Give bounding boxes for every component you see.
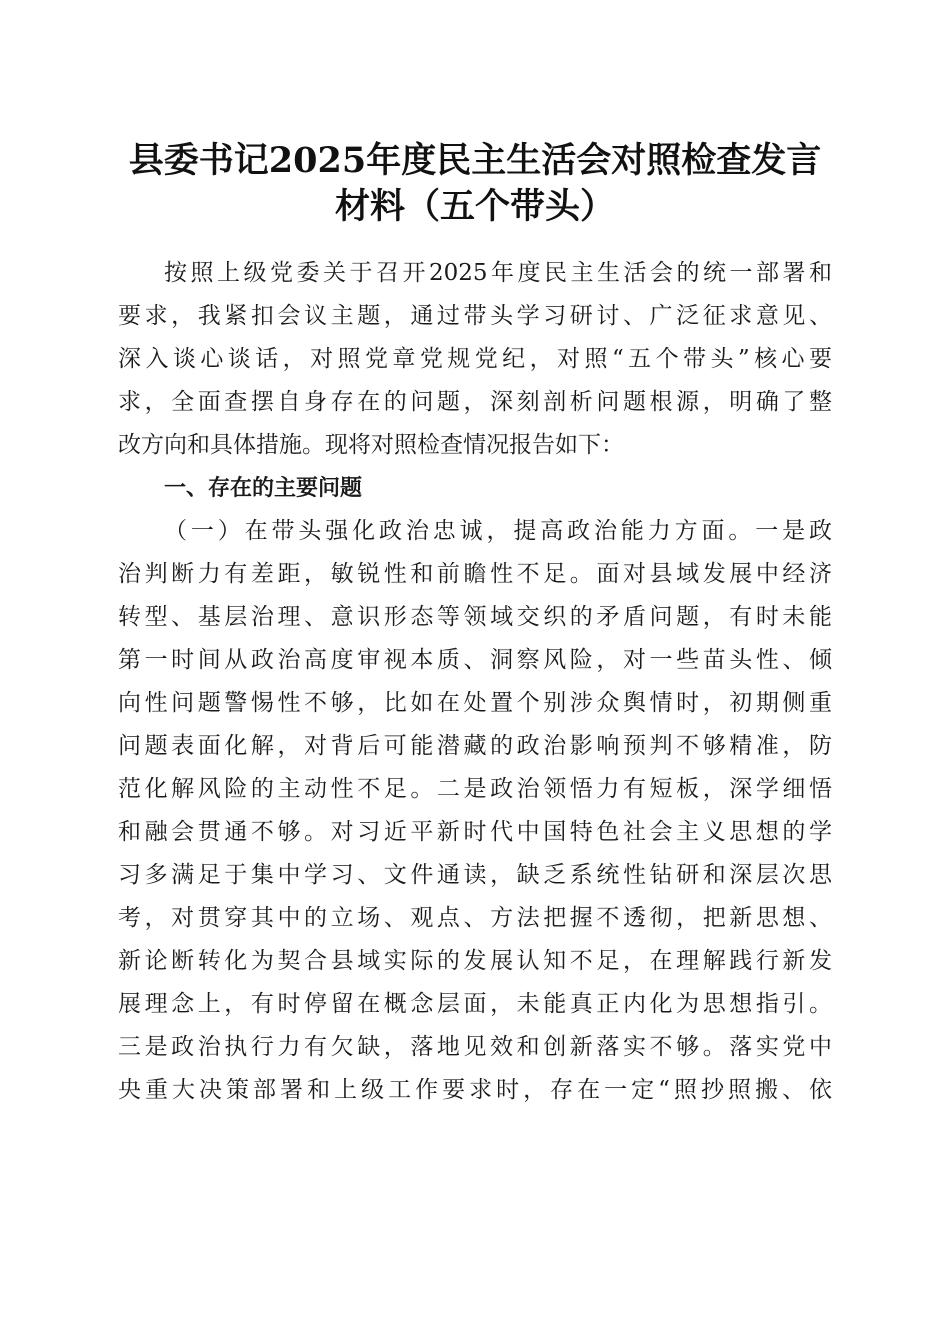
paragraph-line: 展理念上，有时停留在概念层面，未能真正内化为思想指引。 xyxy=(118,991,832,1017)
paragraph-line: 习多满足于集中学习、文件通读，缺乏系统性钻研和深层次思 xyxy=(118,862,832,888)
paragraph-line: 第一时间从政治高度审视本质、洞察风险，对一些苗头性、倾 xyxy=(118,647,832,673)
paragraph-line: 改方向和具体措施。现将对照检查情况报告如下： xyxy=(118,432,624,458)
paragraph-line: 考，对贯穿其中的立场、观点、方法把握不透彻，把新思想、 xyxy=(118,905,832,931)
title-line: 县委书记2025年度民主生活会对照检查发言 xyxy=(128,140,822,181)
paragraph-line: 转型、基层治理、意识形态等领域交织的矛盾问题，有时未能 xyxy=(118,604,832,630)
paragraph-line: 和融会贯通不够。对习近平新时代中国特色社会主义思想的学 xyxy=(118,819,832,845)
section-heading: 一、存在的主要问题 xyxy=(164,476,363,501)
paragraph-line: 按照上级党委关于召开2025年度民主生活会的统一部署和 xyxy=(164,260,832,286)
document-body xyxy=(118,252,832,1112)
paragraph-line: 要求，我紧扣会议主题，通过带头学习研讨、广泛征求意见、 xyxy=(118,303,832,329)
paragraph-line: 新论断转化为契合县域实际的发展认知不足，在理解践行新发 xyxy=(118,948,832,974)
paragraph-line: 深入谈心谈话，对照党章党规党纪，对照“五个带头”核心要 xyxy=(118,346,832,372)
paragraph-line: 向性问题警惕性不够，比如在处置个别涉众舆情时，初期侧重 xyxy=(118,690,832,716)
paragraph-line: 问题表面化解，对背后可能潜藏的政治影响预判不够精准，防 xyxy=(118,733,832,759)
title-line: 材料（五个带头） xyxy=(334,186,615,227)
paragraph-line: 范化解风险的主动性不足。二是政治领悟力有短板，深学细悟 xyxy=(118,776,832,802)
paragraph-line: 求，全面查摆自身存在的问题，深刻剖析问题根源，明确了整 xyxy=(118,389,832,415)
paragraph-line: （一）在带头强化政治忠诚，提高政治能力方面。一是政 xyxy=(164,518,832,544)
paragraph-line: 治判断力有差距，敏锐性和前瞻性不足。面对县域发展中经济 xyxy=(118,561,832,587)
paragraph-line: 央重大决策部署和上级工作要求时，存在一定“照抄照搬、依 xyxy=(118,1077,832,1103)
paragraph-line: 三是政治执行力有欠缺，落地见效和创新落实不够。落实党中 xyxy=(118,1034,832,1060)
document-title xyxy=(110,138,840,230)
